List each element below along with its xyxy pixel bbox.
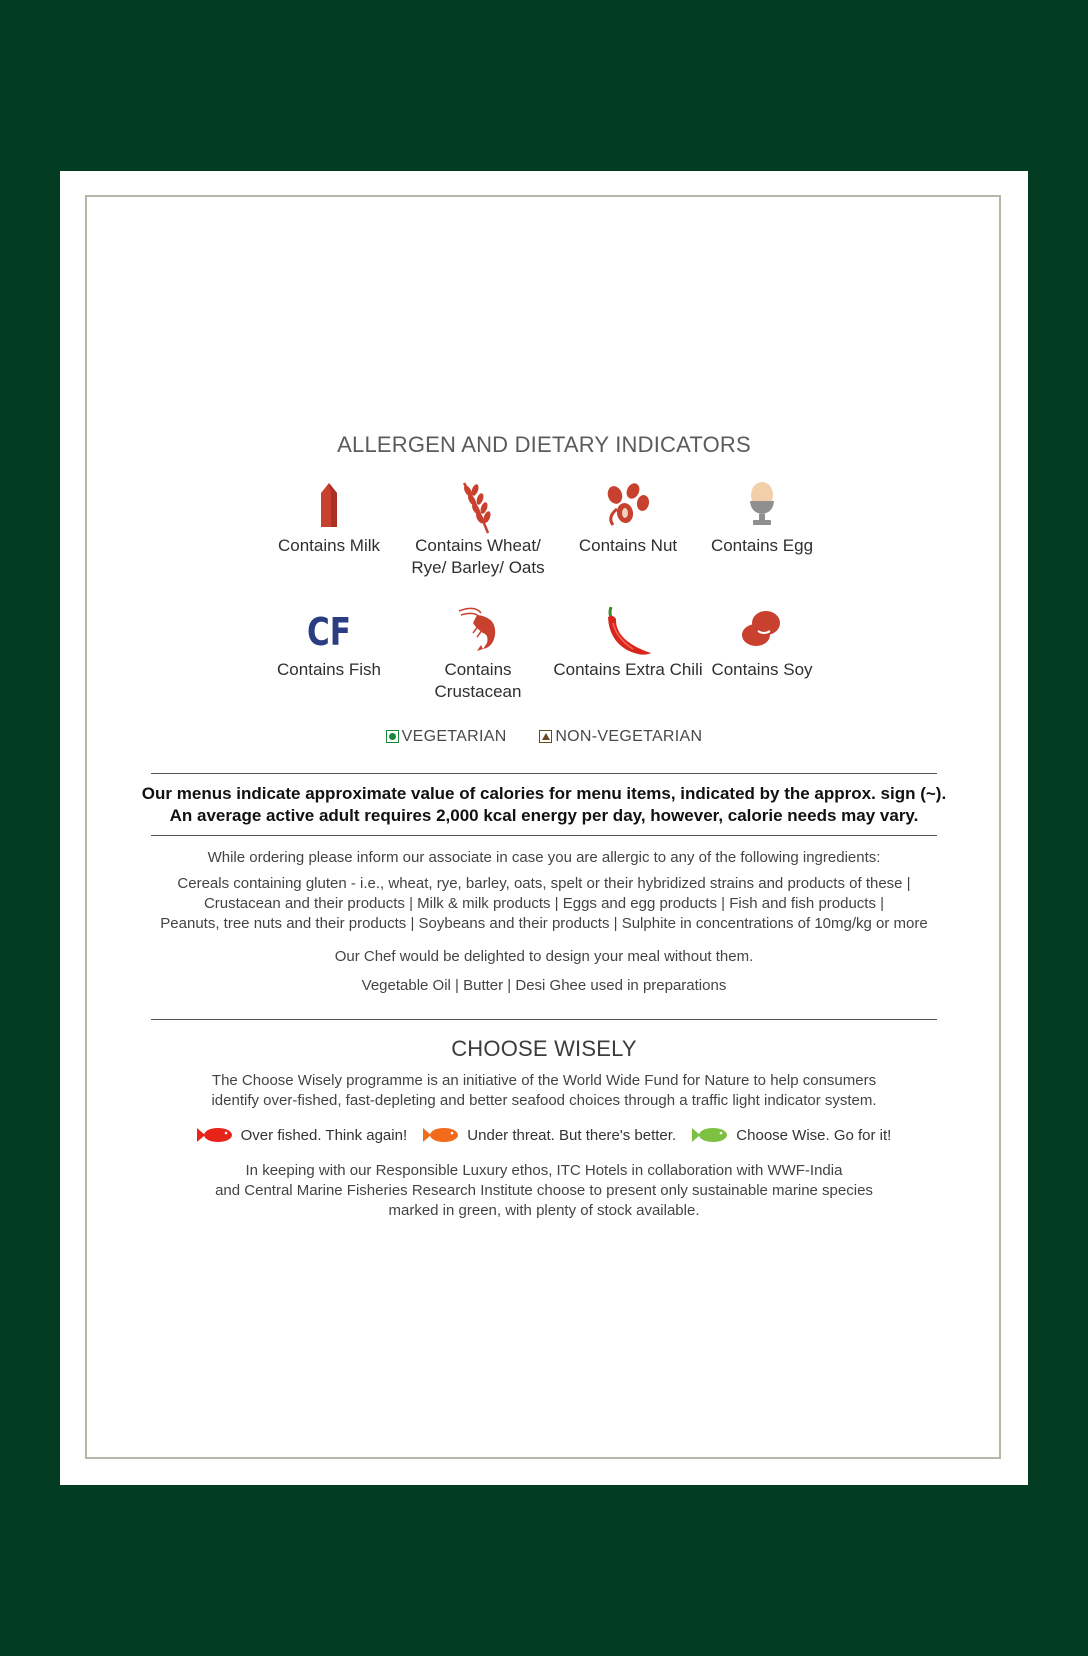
nut-icon: [553, 481, 703, 533]
sustainability-note: In keeping with our Responsible Luxury ethos, ITC Hotels in collaboration with WWF-India and Central Marine Fisheries Research Institute choose to present only sustainable marine species marked in green, with plenty of stock available.: [215, 1162, 873, 1219]
indicator-crustacean: Contains Crustacean: [403, 605, 553, 703]
fish-orange-item: Under threat. But there's better.: [423, 1126, 676, 1144]
indicator-egg: Contains Egg: [687, 481, 837, 557]
choose-wisely-title: CHOOSE WISELY: [451, 1036, 637, 1061]
divider: [151, 1019, 937, 1020]
nonveg-legend: NON-VEGETARIAN: [539, 728, 702, 746]
oils-note: Vegetable Oil | Butter | Desi Ghee used in preparations: [361, 977, 727, 994]
calorie-note: Our menus indicate approximate value of calories for menu items, indicated by the approx. sign (~). An average active adult requires 2,000 kcal energy per day, however, calorie needs may vary.: [141, 784, 947, 825]
veg-legend: VEGETARIAN: [386, 728, 507, 746]
indicator-wheat: Contains Wheat/ Rye/ Barley/ Oats: [403, 481, 553, 579]
orange-fish-icon: [423, 1126, 459, 1144]
veg-mark-icon: [386, 730, 399, 743]
allergy-intro: While ordering please inform our associate in case you are allergic to any of the following ingredients:: [207, 849, 881, 866]
milk-carton-icon: [254, 481, 404, 533]
chili-icon: [553, 605, 703, 657]
page-border: [85, 195, 1001, 1459]
nonveg-mark-icon: [539, 730, 552, 743]
diet-legend: [60, 727, 1028, 746]
divider: [151, 835, 937, 836]
indicator-soy: Contains Soy: [687, 605, 837, 681]
choose-wisely-desc: The Choose Wisely programme is an initiative of the World Wide Fund for Nature to help consumers identify over-fished, fast-depleting and better seafood choices through a traffic light indicator system.: [211, 1072, 877, 1109]
fish-red-item: Over fished. Think again!: [197, 1126, 407, 1144]
indicator-fish: CF Contains Fish: [254, 605, 404, 681]
indicator-chili: Contains Extra Chili: [553, 605, 703, 681]
soybean-icon: [687, 605, 837, 657]
svg-text:CF: CF: [307, 610, 351, 651]
allergen-title: ALLERGEN AND DIETARY INDICATORS: [337, 432, 751, 457]
divider: [151, 773, 937, 774]
indicator-milk: Contains Milk: [254, 481, 404, 557]
indicator-nut: Contains Nut: [553, 481, 703, 557]
green-fish-icon: [692, 1126, 728, 1144]
menu-page: [60, 171, 1028, 1485]
fish-green-item: Choose Wise. Go for it!: [692, 1126, 891, 1144]
shrimp-icon: [403, 605, 553, 657]
red-fish-icon: [197, 1126, 233, 1144]
egg-cup-icon: [687, 481, 837, 533]
fish-legend: [60, 1126, 1028, 1148]
cf-fish-icon: [254, 605, 404, 657]
wheat-icon: [403, 481, 553, 533]
chef-note: Our Chef would be delighted to design your meal without them.: [334, 948, 754, 965]
allergy-list: Cereals containing gluten - i.e., wheat, rye, barley, oats, spelt or their hybridized strains and products of these | Crustacean and their products | Milk & milk products | Eggs and egg products | Fish and fish products | Peanuts, tree nuts and their products | Soybeans and their products | Sulphite in concentrations of 10mg/kg or more: [160, 875, 928, 932]
